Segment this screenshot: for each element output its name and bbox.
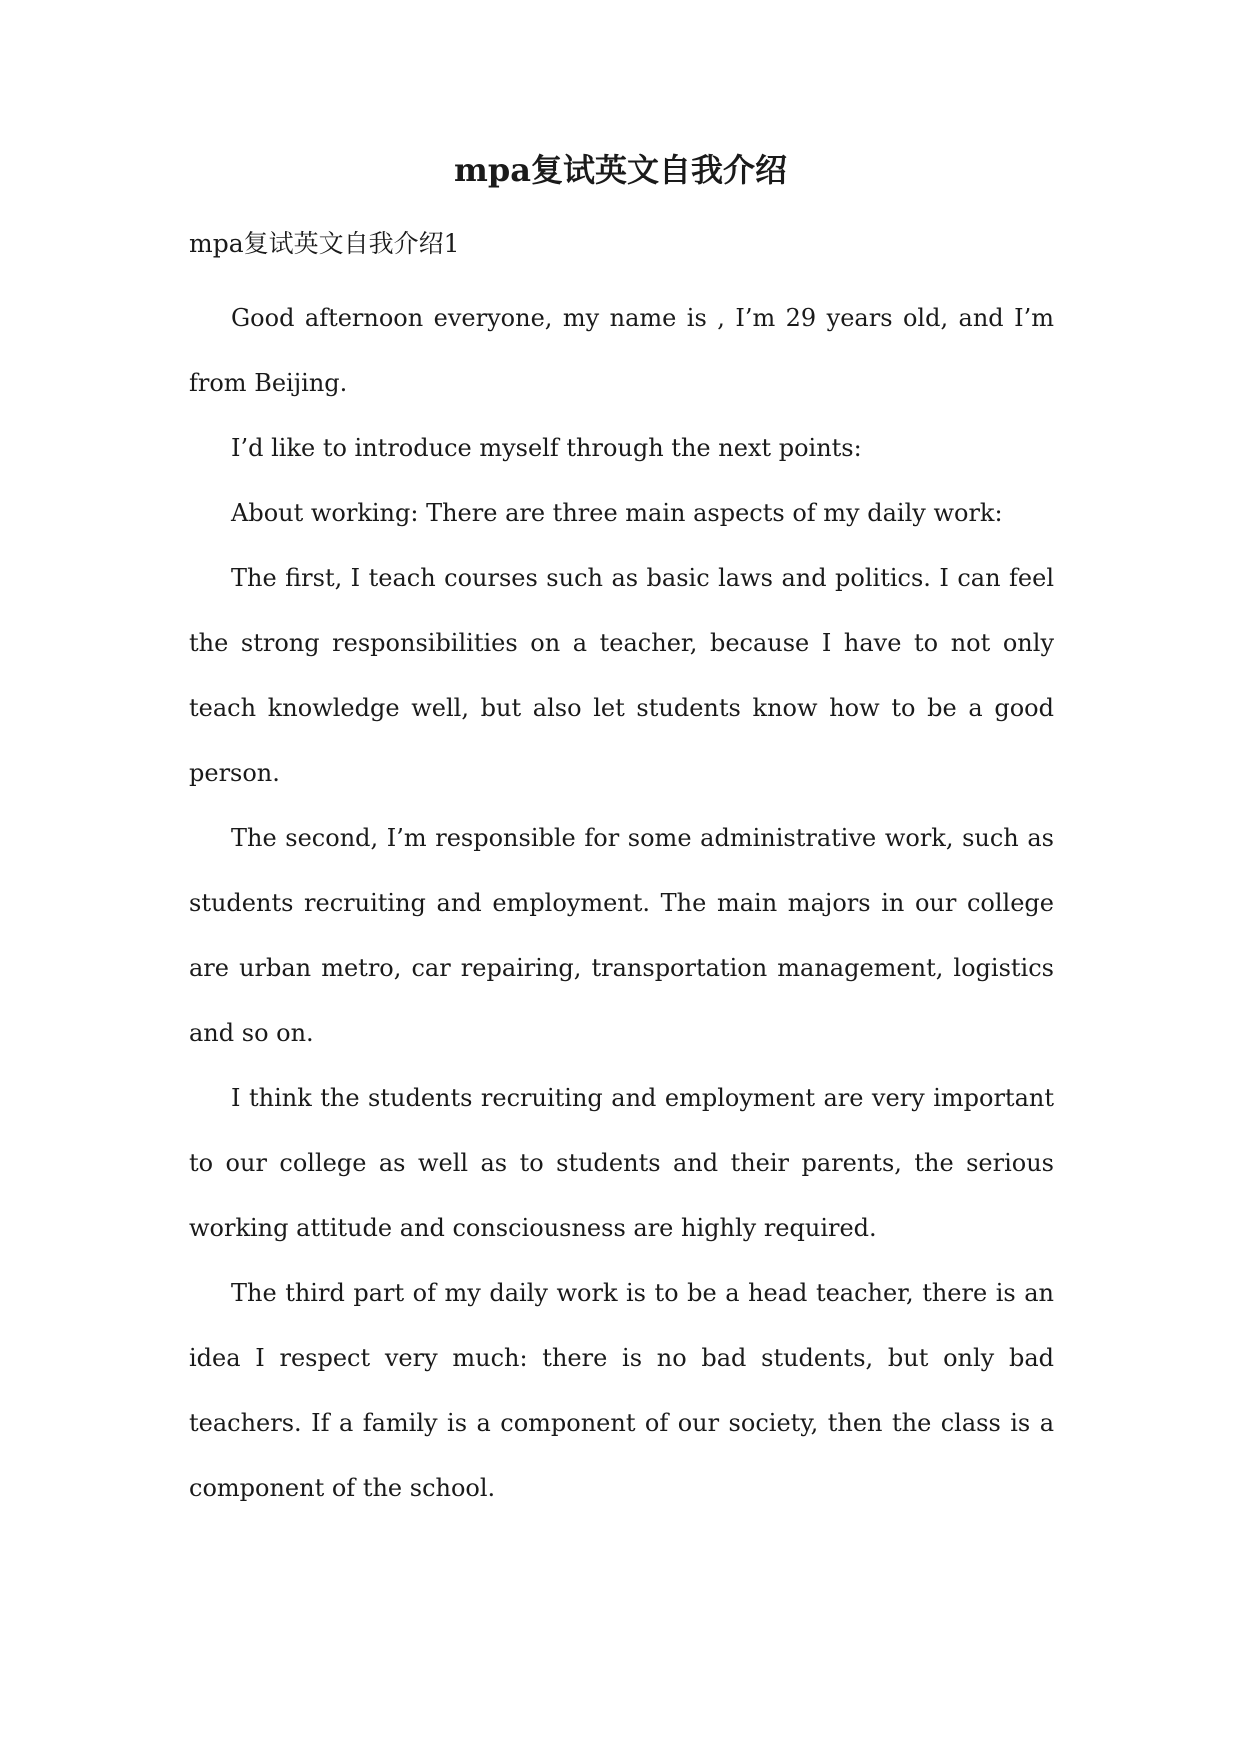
paragraph-greeting: Good afternoon everyone, my name is , I’m 29 years old, and I’m from Beijing. bbox=[189, 304, 1054, 397]
paragraph-third-aspect: The third part of my daily work is to be a head teacher, there is an idea I respect very much: there is no bad students, but only bad teachers. If a family is a component of our society, then the class is a component of the school. bbox=[189, 1279, 1054, 1502]
paragraph-working-aspects: About working: There are three main aspects of my daily work: bbox=[231, 499, 1003, 527]
paragraph-recruiting-importance: I think the students recruiting and employment are very important to our college as well as to students and their parents, the serious working attitude and consciousness are highly required. bbox=[189, 1084, 1054, 1242]
document-title: mpa复试英文自我介绍 bbox=[454, 151, 787, 189]
section-subtitle: mpa复试英文自我介绍1 bbox=[189, 229, 460, 258]
paragraph-second-aspect: The second, I’m responsible for some administrative work, such as students recruiting and employment. The main majors in our college are urban metro, car repairing, transportation management, logistics and so on. bbox=[189, 824, 1054, 1047]
paragraph-first-aspect: The first, I teach courses such as basic laws and politics. I can feel the strong responsibilities on a teacher, because I have to not only teach knowledge well, but also let students know how to be a good person. bbox=[189, 564, 1054, 787]
document-body bbox=[189, 224, 1054, 1521]
paragraph-intro-points: I’d like to introduce myself through the next points: bbox=[231, 434, 862, 462]
